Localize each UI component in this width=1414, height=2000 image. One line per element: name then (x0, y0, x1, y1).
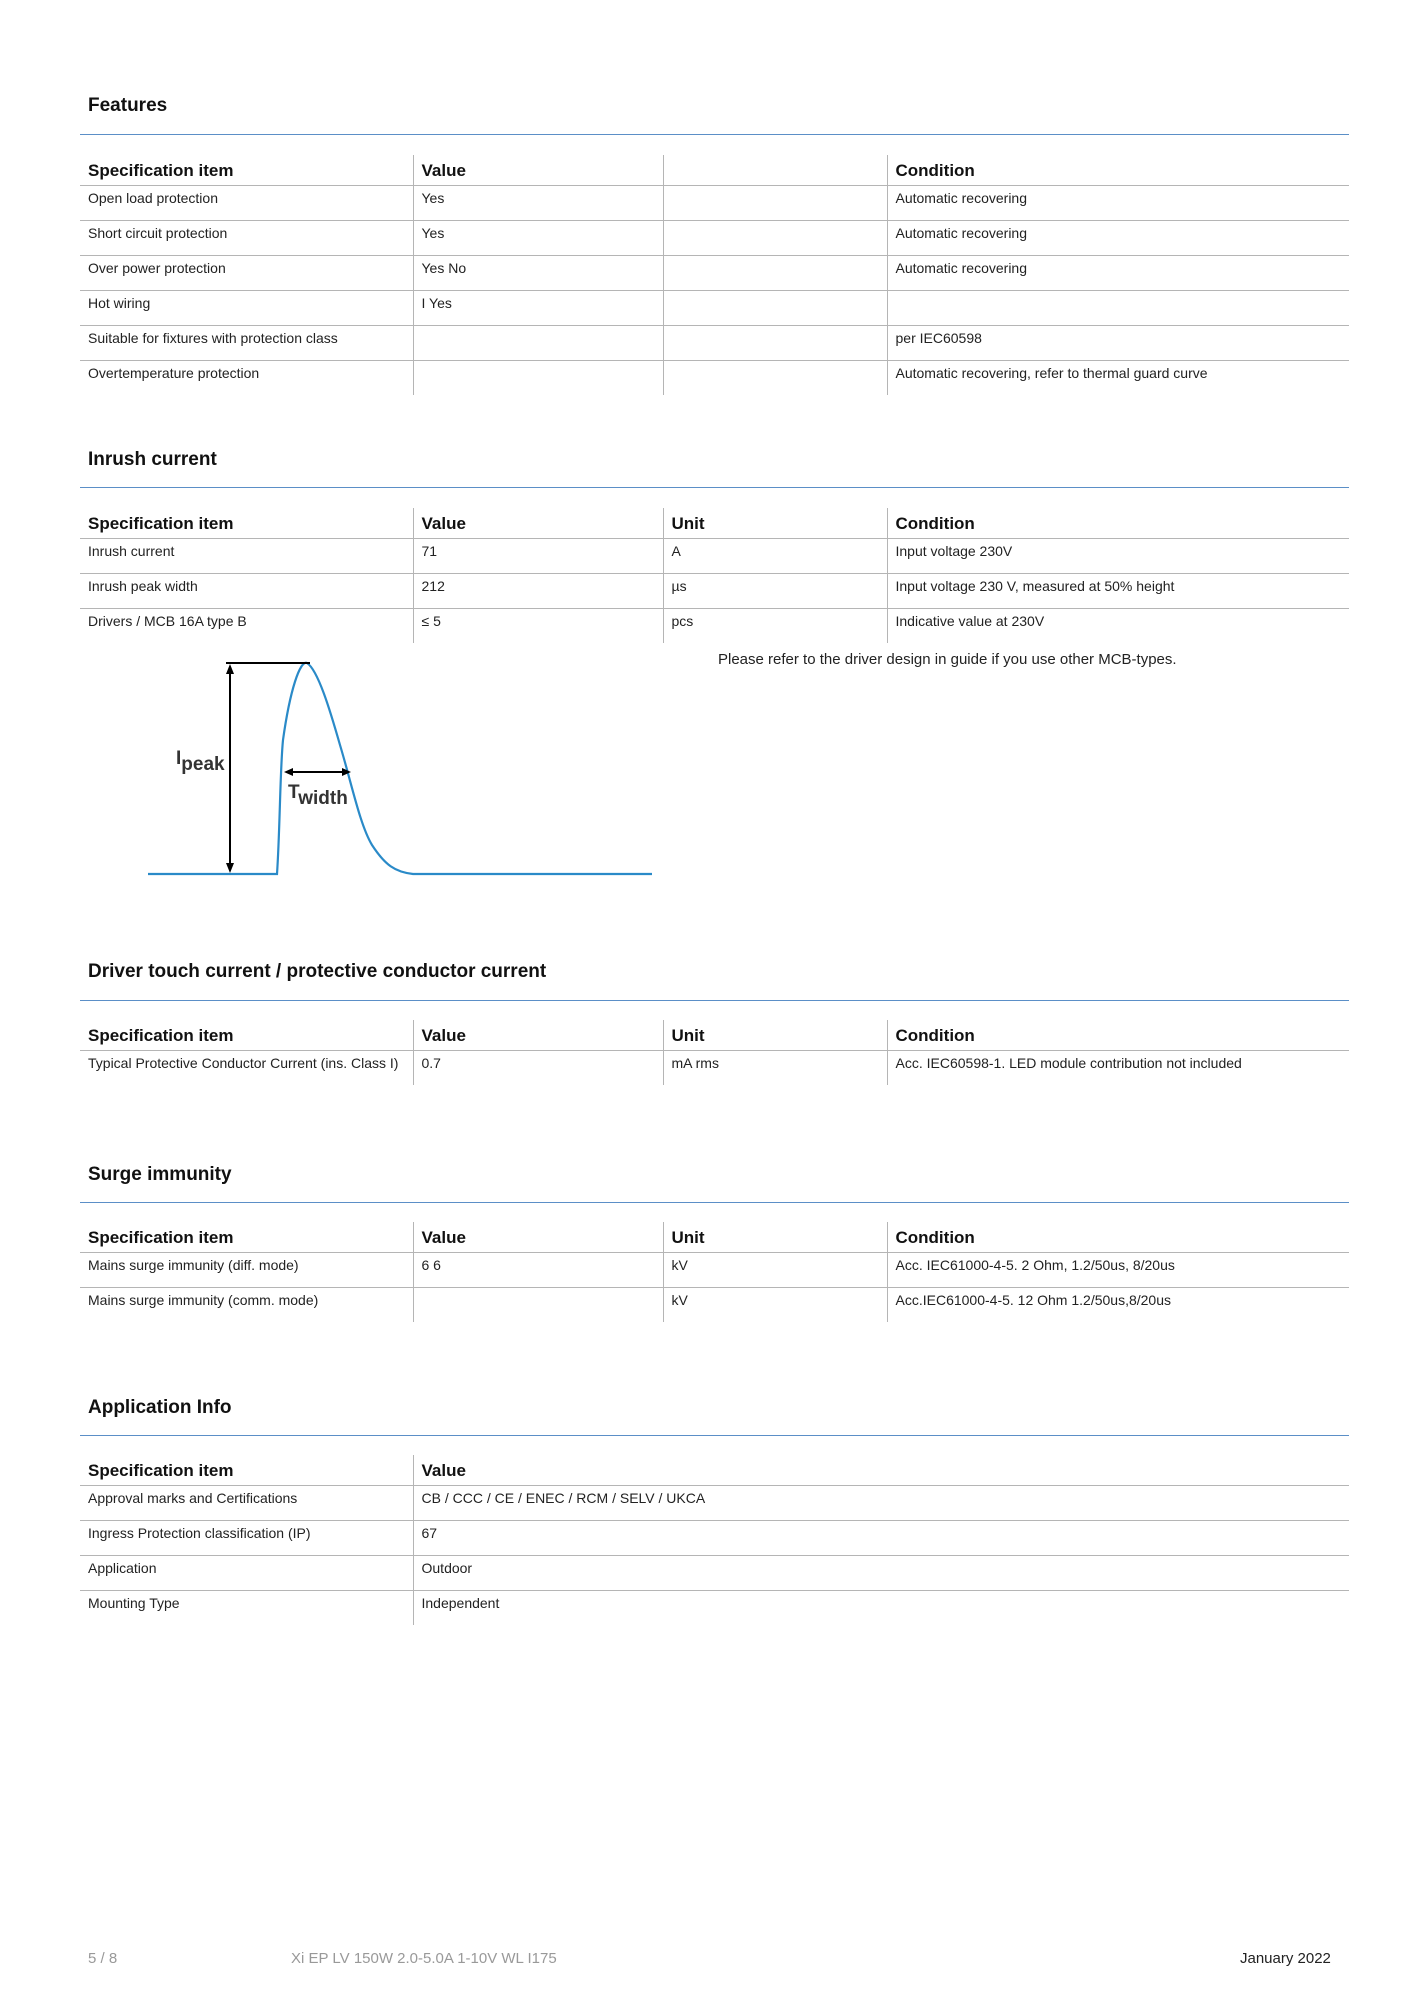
inrush-cell: Indicative value at 230V (887, 609, 1349, 644)
application-cell: Approval marks and Certifications (80, 1486, 413, 1521)
ipeak-sub: peak (181, 754, 225, 775)
footer-page-number: 5 / 8 (88, 1950, 118, 1967)
inrush-cell: Drivers / MCB 16A type B (88, 613, 247, 629)
application-cell: Application (80, 1556, 413, 1591)
features-table (80, 155, 1349, 395)
features-cell (663, 256, 887, 291)
features-header-3: Condition (887, 155, 1349, 186)
application-cell: Outdoor (413, 1556, 1349, 1591)
inrush-cell: Inrush current (80, 539, 413, 574)
inrush-waveform-diagram (140, 650, 660, 880)
touch-header-0: Specification item (80, 1020, 413, 1051)
application-cell: CB / CCC / CE / ENEC / RCM / SELV / UKCA (413, 1486, 1349, 1521)
table-row (80, 1051, 1349, 1086)
application-cell: Mounting Type (88, 1595, 180, 1611)
features-cell: Automatic recovering (887, 256, 1349, 291)
touch-title: Driver touch current / protective conductor current (88, 961, 547, 982)
application-cell: Independent (413, 1591, 1349, 1626)
features-cell: Yes No (413, 256, 663, 291)
features-cell: Open load protection (80, 186, 413, 221)
surge-header-0: Specification item (80, 1222, 413, 1253)
table-row (80, 1556, 1349, 1591)
features-cell: Yes (413, 186, 663, 221)
surge-header-2: Unit (663, 1222, 887, 1253)
table-row (80, 1253, 1349, 1288)
inrush-cell: 71 (413, 539, 663, 574)
surge-cell: Mains surge immunity (diff. mode) (80, 1253, 413, 1288)
features-cell: per IEC60598 (887, 326, 1349, 361)
features-cell: Hot wiring (80, 291, 413, 326)
features-header-2 (663, 155, 887, 186)
features-cell (663, 186, 887, 221)
inrush-cell: 212 (413, 574, 663, 609)
table-row (80, 609, 1349, 644)
table-row (80, 1288, 1349, 1323)
features-cell: I Yes (413, 291, 663, 326)
table-row (80, 361, 1349, 396)
ipeak-label: I (176, 748, 182, 769)
features-cell (413, 361, 663, 396)
features-cell: Automatic recovering (887, 221, 1349, 256)
features-cell: Overtemperature protection (88, 365, 260, 381)
twidth-sub: width (298, 788, 348, 809)
features-header-0: Specification item (80, 155, 413, 186)
touch-header-3: Condition (887, 1020, 1349, 1051)
surge-cell: 6 6 (413, 1253, 663, 1288)
svg-text:Ipeak (176, 748, 225, 775)
application-header-0: Specification item (80, 1455, 413, 1486)
features-cell: Short circuit protection (80, 221, 413, 256)
inrush-cell: µs (663, 574, 887, 609)
touch-cell: Acc. IEC60598-1. LED module contribution not included (887, 1051, 1349, 1086)
touch-cell: 0.7 (413, 1051, 663, 1086)
inrush-table (80, 508, 1349, 643)
svg-text:Twidth (288, 782, 348, 809)
table-row (80, 539, 1349, 574)
touch-header-2: Unit (663, 1020, 887, 1051)
features-cell: Yes (413, 221, 663, 256)
touch-table (80, 1020, 1349, 1085)
surge-cell: Acc.IEC61000-4-5. 12 Ohm 1.2/50us,8/20us (887, 1288, 1349, 1323)
surge-title: Surge immunity (88, 1164, 232, 1185)
touch-cell: Typical Protective Conductor Current (ins. Class I) (88, 1055, 399, 1071)
table-row (80, 1521, 1349, 1556)
surge-cell: Mains surge immunity (comm. mode) (88, 1292, 319, 1308)
features-title: Features (88, 95, 168, 116)
ipeak-arrow-head-bottom (226, 863, 234, 873)
inrush-header-1: Value (413, 508, 663, 539)
surge-cell (413, 1288, 663, 1323)
ipeak-arrow-head-top (226, 664, 234, 674)
table-row (80, 291, 1349, 326)
surge-cell: Acc. IEC61000-4-5. 2 Ohm, 1.2/50us, 8/20us (887, 1253, 1349, 1288)
inrush-cell: pcs (663, 609, 887, 644)
footer-product-name: Xi EP LV 150W 2.0-5.0A 1-10V WL I175 (291, 1950, 557, 1967)
twidth-arrow-head-left (284, 768, 293, 776)
mcb-note: Please refer to the driver design in guide if you use other MCB-types. (718, 651, 1177, 668)
features-cell: Over power protection (80, 256, 413, 291)
features-cell: Suitable for fixtures with protection class (80, 326, 413, 361)
touch-cell: mA rms (663, 1051, 887, 1086)
table-row (80, 1486, 1349, 1521)
table-row (80, 221, 1349, 256)
touch-rule (80, 1000, 1349, 1001)
inrush-header-0: Specification item (80, 508, 413, 539)
application-cell: Ingress Protection classification (IP) (80, 1521, 413, 1556)
surge-table (80, 1222, 1349, 1322)
surge-header-3: Condition (887, 1222, 1349, 1253)
application-cell: 67 (413, 1521, 1349, 1556)
features-cell (887, 291, 1349, 326)
inrush-cell: Inrush peak width (80, 574, 413, 609)
surge-cell: kV (663, 1288, 887, 1323)
inrush-cell: Input voltage 230V (887, 539, 1349, 574)
features-cell: Automatic recovering (887, 186, 1349, 221)
table-row (80, 1591, 1349, 1626)
twidth-label: T (288, 782, 299, 803)
table-row (80, 256, 1349, 291)
application-title: Application Info (88, 1397, 232, 1418)
features-cell: Automatic recovering, refer to thermal guard curve (887, 361, 1349, 396)
features-rule (80, 134, 1349, 135)
application-table (80, 1455, 1349, 1625)
application-rule (80, 1435, 1349, 1436)
surge-cell: kV (663, 1253, 887, 1288)
table-row (80, 326, 1349, 361)
table-row (80, 186, 1349, 221)
features-cell (663, 221, 887, 256)
features-header-1: Value (413, 155, 663, 186)
features-cell (663, 326, 887, 361)
inrush-cell: Input voltage 230 V, measured at 50% height (887, 574, 1349, 609)
surge-header-1: Value (413, 1222, 663, 1253)
features-cell (663, 291, 887, 326)
inrush-header-3: Condition (887, 508, 1349, 539)
features-cell (663, 361, 887, 396)
inrush-title: Inrush current (88, 449, 217, 470)
surge-rule (80, 1202, 1349, 1203)
inrush-cell: ≤ 5 (413, 609, 663, 644)
features-cell (413, 326, 663, 361)
footer-date: January 2022 (1240, 1950, 1331, 1967)
inrush-header-2: Unit (663, 508, 887, 539)
inrush-cell: A (663, 539, 887, 574)
inrush-rule (80, 487, 1349, 488)
touch-header-1: Value (413, 1020, 663, 1051)
table-row (80, 574, 1349, 609)
application-header-1: Value (413, 1455, 1349, 1486)
